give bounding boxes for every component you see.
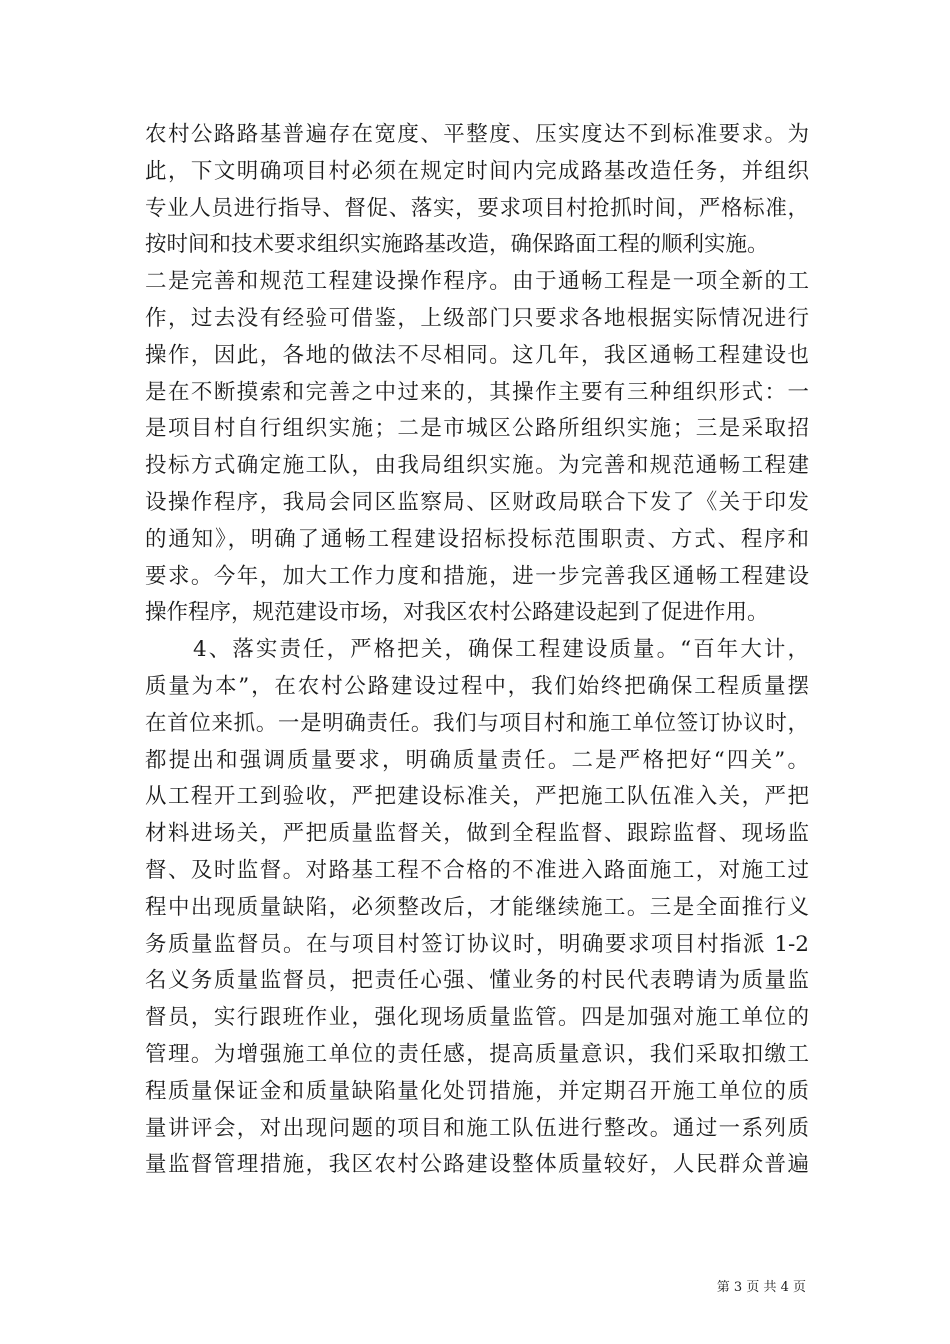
text-line: 从工程开工到验收，严把建设标准关，严把施工队伍准入关，严把	[145, 784, 809, 810]
page-number: 第 3 页 共 4 页	[716, 1280, 806, 1295]
text-line: 4、落实责任，严格把关，确保工程建设质量。“百年大计，	[193, 637, 809, 663]
text-line: 的通知》，明确了通畅工程建设招标投标范围职责、方式、程序和	[145, 526, 809, 552]
text-line: 是项目村自行组织实施；二是市城区公路所组织实施；三是采取招	[145, 416, 809, 442]
text-line: 按时间和技术要求组织实施路基改造，确保路面工程的顺利实施。	[145, 232, 769, 258]
page-footer	[0, 1280, 806, 1296]
text-line: 二是完善和规范工程建设操作程序。由于通畅工程是一项全新的工	[145, 269, 809, 295]
text-line: 名义务质量监督员，把责任心强、懂业务的村民代表聘请为质量监	[145, 968, 809, 994]
text-line: 程中出现质量缺陷，必须整改后，才能继续施工。三是全面推行义	[145, 894, 809, 920]
body-text	[145, 117, 809, 1184]
text-line: 督员，实行跟班作业，强化现场质量监管。四是加强对施工单位的	[145, 1005, 809, 1031]
text-line: 投标方式确定施工队，由我局组织实施。为完善和规范通畅工程建	[145, 453, 809, 479]
text-line: 材料进场关，严把质量监督关，做到全程监督、跟踪监督、现场监	[145, 821, 809, 847]
text-line: 在首位来抓。一是明确责任。我们与项目村和施工单位签订协议时，	[145, 710, 809, 736]
text-line: 农村公路路基普遍存在宽度、平整度、压实度达不到标准要求。为	[145, 122, 809, 147]
text-line: 操作，因此，各地的做法不尽相同。这几年，我区通畅工程建设也	[145, 342, 809, 368]
text-line: 设操作程序，我局会同区监察局、区财政局联合下发了《关于印发	[145, 489, 809, 515]
text-line: 管理。为增强施工单位的责任感，提高质量意识，我们采取扣缴工	[145, 1041, 809, 1067]
text-line: 都提出和强调质量要求，明确质量责任。二是严格把好“四关”。	[145, 747, 809, 773]
text-line: 是在不断摸索和完善之中过来的，其操作主要有三种组织形式：一	[145, 379, 809, 405]
text-line: 专业人员进行指导、督促、落实，要求项目村抢抓时间，严格标准，	[145, 195, 809, 221]
text-line: 督、及时监督。对路基工程不合格的不准进入路面施工，对施工过	[145, 857, 809, 883]
text-line: 操作程序，规范建设市场，对我区农村公路建设起到了促进作用。	[145, 600, 769, 626]
text-line: 要求。今年，加大工作力度和措施，进一步完善我区通畅工程建设	[145, 563, 809, 589]
text-line: 此，下文明确项目村必须在规定时间内完成路基改造任务，并组织	[145, 158, 809, 184]
text-line: 程质量保证金和质量缺陷量化处罚措施，并定期召开施工单位的质	[145, 1078, 809, 1104]
text-line: 质量为本”，在农村公路建设过程中，我们始终把确保工程质量摆	[145, 673, 809, 699]
text-line: 务质量监督员。在与项目村签订协议时，明确要求项目村指派 1-2	[145, 931, 809, 957]
text-line: 量监督管理措施，我区农村公路建设整体质量较好，人民群众普遍	[145, 1152, 809, 1178]
text-line: 量讲评会，对出现问题的项目和施工队伍进行整改。通过一系列质	[145, 1115, 809, 1141]
text-line: 作，过去没有经验可借鉴，上级部门只要求各地根据实际情况进行	[145, 305, 809, 331]
